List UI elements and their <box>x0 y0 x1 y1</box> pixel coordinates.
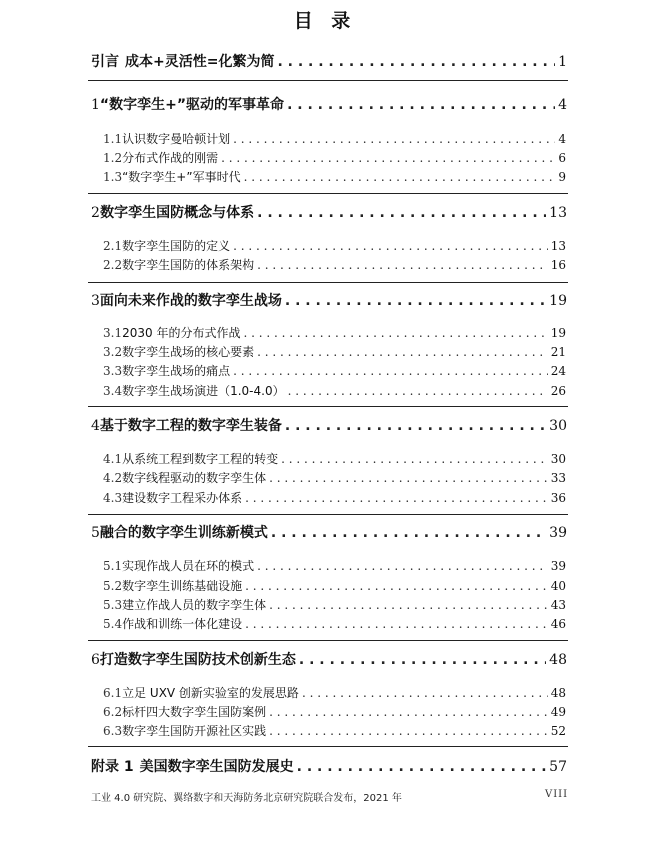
entry-page: 9 <box>558 170 566 184</box>
toc-entry-section-3-3[interactable] <box>103 362 566 379</box>
entry-number: 6.3 <box>103 724 123 738</box>
entry-title: 数字孪生战场的核心要素 <box>122 345 255 359</box>
dot-leader <box>257 258 548 272</box>
entry-title: 建立作战人员的数字孪生体 <box>122 598 267 612</box>
toc-entry-section-3-4[interactable] <box>103 382 566 399</box>
toc-entry-appendix-1[interactable] <box>91 756 567 776</box>
entry-number: 3.4 <box>103 384 123 398</box>
entry-title: 作战和训练一体化建设 <box>122 617 243 631</box>
entry-page: 30 <box>550 452 566 466</box>
toc-entry-section-5-2[interactable] <box>103 577 566 594</box>
toc-entry-section-2-1[interactable] <box>103 237 566 254</box>
entry-number: 1.1 <box>103 132 123 146</box>
entry-title: 标杆四大数字孪生国防案例 <box>122 705 267 719</box>
dot-leader <box>281 452 548 466</box>
entry-number: 5.1 <box>103 559 123 573</box>
toc-entry-section-3-1[interactable] <box>103 324 566 341</box>
dot-leader <box>243 326 547 340</box>
entry-page: 39 <box>550 559 566 573</box>
entry-title: 数字孪生国防概念与体系 <box>100 205 255 221</box>
entry-number: 5.4 <box>103 617 123 631</box>
dot-leader <box>257 559 548 573</box>
entry-number: 1.3 <box>103 170 123 184</box>
entry-title: 面向未来作战的数字孪生战场 <box>99 293 282 309</box>
toc-entry-chapter-6[interactable] <box>91 649 567 669</box>
entry-page: 30 <box>549 418 567 434</box>
entry-title: 基于数字工程的数字孪生装备 <box>99 418 282 434</box>
toc-entry-intro[interactable] <box>91 51 567 71</box>
entry-page: 48 <box>549 652 567 668</box>
entry-number: 2.1 <box>103 239 123 253</box>
entry-title: 数字孪生战场的痛点 <box>122 364 231 378</box>
entry-page: 13 <box>549 205 567 221</box>
publisher-footer: 工业 4.0 研究院、翼络数字和天海防务北京研究院联合发布，2021 年 <box>91 793 402 804</box>
entry-number: 5.3 <box>103 598 123 612</box>
toc-entry-chapter-5[interactable] <box>91 522 567 542</box>
entry-page: 52 <box>550 724 566 738</box>
entry-number: 引言 <box>91 54 119 70</box>
toc-entry-section-6-3[interactable] <box>103 722 566 739</box>
dot-leader <box>285 293 546 309</box>
entry-title: 数字孪生战场演进（1.0-4.0） <box>122 384 285 398</box>
entry-number: 3.3 <box>103 364 123 378</box>
entry-number: 3.2 <box>103 345 123 359</box>
entry-page: 1 <box>558 54 567 70</box>
entry-title: 打造数字孪生国防技术创新生态 <box>99 652 296 668</box>
entry-page: 13 <box>550 239 566 253</box>
entry-number: 5.2 <box>103 579 123 593</box>
toc-entry-section-3-2[interactable] <box>103 343 566 360</box>
dot-leader <box>302 686 548 700</box>
toc-entry-section-1-2[interactable] <box>103 149 566 166</box>
toc-entry-section-4-3[interactable] <box>103 489 566 506</box>
dot-leader <box>233 239 548 253</box>
toc-entry-section-1-1[interactable] <box>103 130 566 147</box>
section-divider <box>88 406 568 407</box>
entry-page: 4 <box>558 132 566 146</box>
dot-leader <box>245 579 548 593</box>
dot-leader <box>221 151 555 165</box>
entry-page: 19 <box>550 326 566 340</box>
toc-entry-section-5-4[interactable] <box>103 615 566 632</box>
dot-leader <box>269 705 548 719</box>
entry-page: 48 <box>550 686 566 700</box>
entry-page: 39 <box>549 525 567 541</box>
entry-page: 49 <box>550 705 566 719</box>
entry-number: 6.2 <box>103 705 123 719</box>
section-divider <box>88 640 568 641</box>
toc-entry-section-5-3[interactable] <box>103 596 566 613</box>
entry-title: 数字孪生国防开源社区实践 <box>122 724 267 738</box>
entry-title: 2030 年的分布式作战 <box>122 326 241 340</box>
section-divider <box>88 514 568 515</box>
entry-page: 16 <box>550 258 566 272</box>
entry-title: 认识数字曼哈顿计划 <box>122 132 231 146</box>
toc-entry-chapter-4[interactable] <box>91 415 567 435</box>
section-divider <box>88 193 568 194</box>
entry-title: 数字孪生国防的定义 <box>122 239 231 253</box>
dot-leader <box>287 97 555 113</box>
section-divider <box>88 746 568 747</box>
entry-title: 建设数字工程采办体系 <box>122 491 243 505</box>
entry-page: 4 <box>558 97 567 113</box>
entry-number: 4.3 <box>103 491 123 505</box>
toc-entry-section-4-2[interactable] <box>103 469 566 486</box>
section-divider <box>88 282 568 283</box>
entry-title: 数字孪生国防的体系架构 <box>122 258 255 272</box>
toc-entry-section-6-1[interactable] <box>103 684 566 701</box>
entry-number: 4.1 <box>103 452 123 466</box>
dot-leader <box>245 491 548 505</box>
entry-page: 26 <box>550 384 566 398</box>
entry-page: 46 <box>550 617 566 631</box>
dot-leader <box>245 617 548 631</box>
dot-leader <box>277 54 555 70</box>
section-divider <box>88 80 568 81</box>
dot-leader <box>288 384 548 398</box>
dot-leader <box>269 471 548 485</box>
entry-page: 36 <box>550 491 566 505</box>
entry-number: 4 <box>91 418 100 434</box>
entry-number: 1 <box>91 97 100 113</box>
entry-number: 2 <box>91 205 100 221</box>
entry-number: 6.1 <box>103 686 123 700</box>
entry-number: 5 <box>91 525 100 541</box>
entry-page: 33 <box>550 471 566 485</box>
entry-title: 从系统工程到数字工程的转变 <box>122 452 279 466</box>
entry-title: 分布式作战的刚需 <box>122 151 219 165</box>
entry-number: 4.2 <box>103 471 123 485</box>
dot-leader <box>269 724 548 738</box>
dot-leader <box>269 598 548 612</box>
entry-title: 实现作战人员在环的模式 <box>122 559 255 573</box>
entry-title: 融合的数字孪生训练新模式 <box>99 525 268 541</box>
entry-title: 成本+灵活性=化繁为简 <box>125 54 275 70</box>
dot-leader <box>285 418 546 434</box>
toc-entry-chapter-2[interactable] <box>91 202 567 222</box>
dot-leader <box>233 132 555 146</box>
page-title: 目 录 <box>293 10 357 32</box>
entry-page: 21 <box>550 345 566 359</box>
dot-leader <box>297 759 547 775</box>
toc-entry-section-2-2[interactable] <box>103 256 566 273</box>
dot-leader <box>257 345 548 359</box>
page-number: VIII <box>545 789 569 800</box>
entry-number: 6 <box>91 652 100 668</box>
entry-title: “数字孪生+”军事时代 <box>122 170 241 184</box>
entry-page: 24 <box>550 364 566 378</box>
dot-leader <box>233 364 548 378</box>
entry-page: 43 <box>550 598 566 612</box>
entry-number: 1.2 <box>103 151 123 165</box>
dot-leader <box>299 652 546 668</box>
toc-entry-section-5-1[interactable] <box>103 557 566 574</box>
toc-entry-section-1-3[interactable] <box>103 168 566 185</box>
toc-entry-chapter-1[interactable] <box>91 94 567 114</box>
dot-leader <box>257 205 546 221</box>
entry-page: 57 <box>549 759 567 775</box>
entry-title: 美国数字孪生国防发展史 <box>139 759 294 775</box>
entry-number: 3 <box>91 293 100 309</box>
entry-title: 数字孪生训练基础设施 <box>122 579 243 593</box>
entry-title: 数字线程驱动的数字孪生体 <box>122 471 267 485</box>
toc-entry-section-4-1[interactable] <box>103 450 566 467</box>
toc-entry-chapter-3[interactable] <box>91 290 567 310</box>
entry-page: 40 <box>550 579 566 593</box>
dot-leader <box>271 525 546 541</box>
entry-page: 6 <box>558 151 566 165</box>
entry-number: 附录 1 <box>91 759 134 775</box>
dot-leader <box>244 170 556 184</box>
entry-number: 2.2 <box>103 258 123 272</box>
entry-title: 立足 UXV 创新实验室的发展思路 <box>122 686 299 700</box>
toc-entry-section-6-2[interactable] <box>103 703 566 720</box>
entry-number: 3.1 <box>103 326 123 340</box>
entry-title: “数字孪生+”驱动的军事革命 <box>99 97 285 113</box>
entry-page: 19 <box>549 293 567 309</box>
